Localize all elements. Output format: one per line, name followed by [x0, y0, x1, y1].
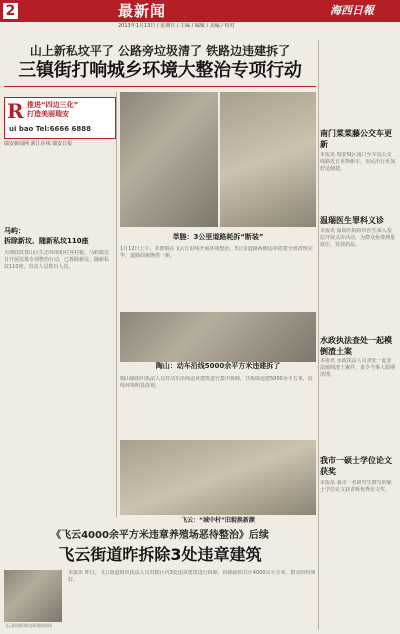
- promo-logo-letter: R: [7, 99, 24, 123]
- section-title: 最新闻: [118, 2, 167, 20]
- lead-headline: 三镇街打响城乡环境大整治专项行动: [18, 60, 302, 81]
- news-photo-4: [120, 440, 316, 515]
- lead-kicker: 山上新私坟平了 公路旁垃圾清了 铁路边违建拆了: [29, 44, 291, 58]
- photo-caption-1: 莘塍：3公里道路耗拆“断装”: [172, 233, 264, 241]
- bottom-photo-caption: 飞云街道拆除违章建筑现场: [4, 623, 52, 628]
- promo-title: 推进“四边三化”: [27, 101, 79, 109]
- bottom-headline: 飞云街道昨拆除3处违章建筑: [58, 545, 262, 564]
- sidebar-body-3: 本报讯 水政执法人员查处一起非法倾倒渣土案件，责令当事人限期清理。: [320, 358, 396, 378]
- masthead-logo: 海西日報: [330, 4, 374, 17]
- story-left-body: 为彻底改善山区生态环境和村容村貌，马屿镇近日开展坟墓专项整治行动，已拆除新坟、随新私坟110座，出动人员数百人次。: [4, 250, 110, 270]
- story-mid2-body: 陶山镇组织执法人员对动车沿线违章建筑进行集中拆除，共拆除违建5000余平方米，沿线环境明显改观。: [120, 376, 313, 389]
- date-line: 2013年1月13日 / 星期日 / 主编 / 编辑 / 美编 / 校对: [118, 23, 235, 29]
- story-mid-body: 1月12日上午，莘塍镇在飞云江沿线开展环境整治，3公里道路两侧违章搭建全部清理完毕，道路面貌焕然一新。: [120, 246, 313, 259]
- news-photo-1: [120, 92, 218, 227]
- page-number: 2: [3, 3, 18, 19]
- sidebar-divider: [318, 40, 319, 630]
- divider: [4, 86, 316, 87]
- sidebar-body-4: 本报讯 我市一名研究生撰写的硕士学位论文获省级优秀论文奖。: [320, 480, 392, 493]
- sidebar-title-1: 南门菜菜藤公交车更新: [320, 129, 392, 149]
- story-mid2-title: 陶山：动车沿线5000余平方米违建拆了: [155, 362, 281, 370]
- promo-box: [4, 97, 116, 139]
- sidebar-body-1: 本报讯 瑞安城区南门至车站公交线路近日更换新车，市民出行更加舒适便捷。: [320, 152, 396, 172]
- story-left-title: 马屿：: [4, 227, 25, 235]
- sidebar-title-4: 我市一硕士学位论文获奖: [320, 456, 392, 476]
- sidebar-body-2: 本报讯 温瑞医院组织医生深入基层开展义诊活动，为群众免费测量血压、发放药品。: [320, 228, 396, 248]
- promo-subtitle: 打造美丽瑞安: [27, 110, 69, 118]
- photo-caption-2: 飞云：“城中村”旧貌换新颜: [181, 517, 255, 524]
- news-photo-3: [120, 312, 316, 362]
- bottom-body: 本报讯 昨日，飞云街道组织执法人员对辖区内3处违章建筑进行拆除，拆除面积共计4000余平方米，群众纷纷叫好。: [68, 570, 316, 583]
- story-left-subtitle: 拆除新坟、随新私坟110座: [4, 237, 89, 245]
- sidebar-title-3: 水政执法查处一起模倒渣土案: [320, 336, 392, 356]
- bottom-kicker: 《飞云4000余平方米违章养殖场恶待整治》后续: [51, 530, 269, 541]
- promo-links: 瑞安新闻网 浙江在线 瑞安日报: [4, 141, 73, 147]
- bottom-photo: [4, 570, 62, 622]
- column-divider: [116, 92, 117, 517]
- promo-hotline: ui bao Tel:6666 6888: [9, 125, 91, 133]
- news-photo-2: [220, 92, 316, 227]
- sidebar-title-2: 温瑞医生罪科义诊: [320, 216, 384, 225]
